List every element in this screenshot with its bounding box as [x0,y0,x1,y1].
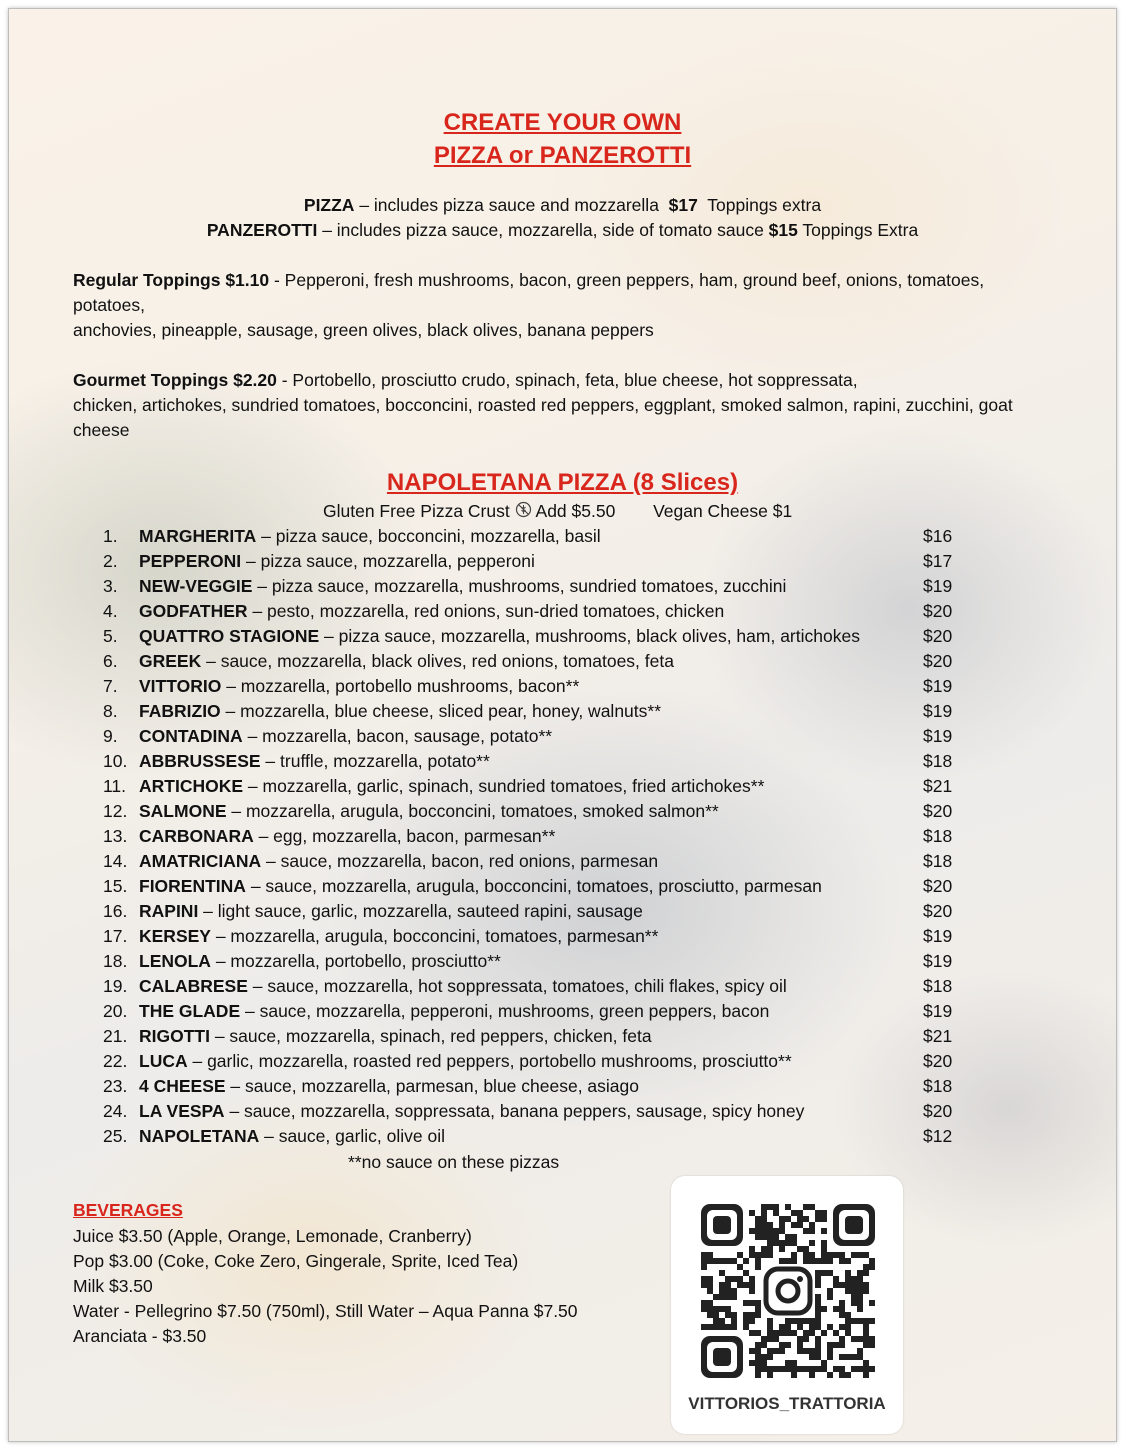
instagram-qr-card[interactable] [671,1176,903,1434]
pizza-base-desc: – includes pizza sauce and mozzarella [354,195,669,215]
pizza-description [139,924,658,949]
pizza-number: 23. [103,1076,128,1096]
pizza-price: $17 [923,551,953,571]
pizza-ingredients: – pizza sauce, mozzarella, pepperoni [241,551,535,571]
pizza-description [139,824,555,849]
pizza-name: AMATRICIANA [139,851,262,871]
pizza-ingredients: – truffle, mozzarella, potato** [260,751,490,771]
pizza-name: NEW-VEGGIE [139,576,253,596]
panzerotti-base-price: $15 [768,220,798,240]
pizza-price: $18 [923,976,953,996]
pizza-ingredients: – mozzarella, bacon, sausage, potato** [242,726,553,746]
pizza-number: 11. [103,776,127,796]
pizza-name: CONTADINA [139,726,243,746]
pizza-item [73,1124,973,1149]
pizza-name: SALMONE [139,801,227,821]
pizza-name: CARBONARA [139,826,254,846]
pizza-description [139,624,860,649]
pizza-number: 24. [103,1101,128,1121]
pizza-ingredients: – sauce, garlic, olive oil [259,1126,446,1146]
pizza-name: GODFATHER [139,601,248,621]
pizza-name: MARGHERITA [139,526,257,546]
gourmet-toppings-line3: cheese [73,420,130,440]
pizza-price: $19 [923,926,953,946]
vegan-cheese-label: Vegan Cheese $1 [653,501,793,521]
pizza-ingredients: – mozzarella, portobello, prosciutto** [210,951,501,971]
beverage-item: Milk $3.50 [73,1276,153,1296]
pizza-item [73,849,973,874]
pizza-ingredients: – pizza sauce, bocconcini, mozzarella, basil [256,526,601,546]
pizza-item [73,1049,973,1074]
gluten-free-line [323,499,792,525]
pizza-number: 22. [103,1051,128,1071]
beverage-item: Juice $3.50 (Apple, Orange, Lemonade, Cranberry) [73,1226,472,1246]
pizza-price: $19 [923,576,953,596]
beverages-list [73,1224,578,1349]
pizza-price: $20 [923,876,953,896]
menu-content [9,9,1116,1441]
pizza-name: GREEK [139,651,202,671]
pizza-price: $21 [923,776,953,796]
gluten-free-label: Gluten Free Pizza Crust [323,501,510,521]
pizza-item [73,824,973,849]
pizza-item [73,999,973,1024]
pizza-ingredients: – egg, mozzarella, bacon, parmesan** [253,826,556,846]
pizza-name: NAPOLETANA [139,1126,260,1146]
pizza-name: FABRIZIO [139,701,221,721]
pizza-name: PEPPERONI [139,551,242,571]
pizza-description [139,549,535,574]
pizza-item [73,699,973,724]
pizza-ingredients: – mozzarella, garlic, spinach, sundried tomatoes, fried artichokes** [243,776,765,796]
pizza-price: $19 [923,951,953,971]
pizza-number: 5. [103,626,118,646]
pizza-description [139,849,658,874]
qr-code[interactable] [671,1176,903,1391]
pizza-ingredients: – pizza sauce, mozzarella, mushrooms, black olives, ham, artichokes [319,626,860,646]
gluten-free-icon [515,500,532,525]
pizza-number: 16. [103,901,128,921]
pizza-list [73,524,973,1149]
pizza-name: KERSEY [139,926,211,946]
pizza-item [73,599,973,624]
pizza-number: 3. [103,576,118,596]
pizza-name: THE GLADE [139,1001,241,1021]
pizza-description [139,1124,445,1149]
pizza-number: 12. [103,801,128,821]
pizza-item [73,874,973,899]
pizza-number: 17. [103,926,128,946]
pizza-description [139,999,769,1024]
pizza-number: 19. [103,976,128,996]
pizza-description [139,1024,652,1049]
pizza-price: $20 [923,626,953,646]
pizza-item [73,674,973,699]
pizza-item [73,1074,973,1099]
pizza-description [139,699,661,724]
pizza-ingredients: – mozzarella, blue cheese, sliced pear, honey, walnuts** [220,701,662,721]
pizza-base-price: $17 [668,195,698,215]
pizza-description [139,724,552,749]
pizza-ingredients: – sauce, mozzarella, arugula, bocconcini, tomatoes, prosciutto, parmesan [245,876,822,896]
pizza-name: FIORENTINA [139,876,246,896]
pizza-item [73,574,973,599]
pizza-price: $18 [923,751,953,771]
create-own-title-line1: CREATE YOUR OWN [443,109,682,136]
pizza-item [73,649,973,674]
pizza-number: 25. [103,1126,128,1146]
pizza-name: CALABRESE [139,976,248,996]
pizza-price: $20 [923,1051,953,1071]
pizza-price: $16 [923,526,953,546]
panzerotti-base-name: PANZEROTTI [206,220,318,240]
pizza-price: $18 [923,826,953,846]
pizza-number: 15. [103,876,128,896]
pizza-description [139,674,579,699]
pizza-item [73,774,973,799]
pizza-description [139,874,822,899]
pizza-number: 9. [103,726,118,746]
pizza-price: $19 [923,676,953,696]
beverage-item: Pop $3.00 (Coke, Coke Zero, Gingerale, Sprite, Iced Tea) [73,1251,519,1271]
regular-toppings-line2: potatoes, [73,295,145,315]
pizza-price: $19 [923,1001,953,1021]
beverage-item: Aranciata - $3.50 [73,1326,207,1346]
pizza-price: $19 [923,726,953,746]
pizza-price: $20 [923,601,953,621]
pizza-ingredients: – sauce, mozzarella, bacon, red onions, parmesan [261,851,659,871]
pizza-ingredients: – light sauce, garlic, mozzarella, sauteed rapini, sausage [198,901,643,921]
pizza-number: 8. [103,701,118,721]
regular-toppings-label: Regular Toppings $1.10 [73,270,270,290]
pizza-ingredients: – mozzarella, arugula, bocconcini, tomatoes, parmesan** [210,926,659,946]
pizza-base-name: PIZZA [303,195,355,215]
regular-toppings-line1: - Pepperoni, fresh mushrooms, bacon, green peppers, ham, ground beef, onions, tomatoes, [269,270,985,290]
pizza-description [139,899,643,924]
pizza-description [139,1099,804,1124]
pizza-item [73,624,973,649]
pizza-description [139,1049,792,1074]
pizza-name: RAPINI [139,901,199,921]
napoletana-title: NAPOLETANA PIZZA (8 Slices) [386,469,739,496]
pizza-description [139,974,787,999]
pizza-number: 14. [103,851,128,871]
pizza-number: 10. [103,751,128,771]
pizza-item [73,524,973,549]
pizza-number: 7. [103,676,118,696]
pizza-item [73,1024,973,1049]
pizza-name: RIGOTTI [139,1026,210,1046]
pizza-ingredients: – sauce, mozzarella, pepperoni, mushrooms, green peppers, bacon [240,1001,770,1021]
pizza-item [73,799,973,824]
regular-toppings-line3: anchovies, pineapple, sausage, green olives, black olives, banana peppers [73,320,654,340]
pizza-price: $12 [923,1126,953,1146]
pizza-description [139,949,501,974]
pizza-number: 4. [103,601,118,621]
pizza-item [73,724,973,749]
pizza-name: LUCA [139,1051,188,1071]
pizza-name: ABBRUSSESE [139,751,261,771]
panzerotti-base-desc: – includes pizza sauce, mozzarella, side of tomato sauce [317,220,769,240]
pizza-number: 1. [103,526,118,546]
beverages-title: BEVERAGES [73,1200,183,1220]
pizza-price: $18 [923,1076,953,1096]
pizza-name: LA VESPA [139,1101,225,1121]
gourmet-toppings [73,368,1053,443]
pizza-ingredients: – mozzarella, arugula, bocconcini, tomatoes, smoked salmon** [226,801,719,821]
pizza-item [73,949,973,974]
gourmet-toppings-line2: chicken, artichokes, sundried tomatoes, bocconcini, roasted red peppers, eggplant, smoked salmon, rapini, zucchini, goat [73,395,1013,415]
pizza-number: 2. [103,551,118,571]
pizza-price: $20 [923,901,953,921]
pizza-name: LENOLA [139,951,211,971]
pizza-base-note: Toppings extra [697,195,822,215]
pizza-name: VITTORIO [139,676,222,696]
pizza-description [139,649,674,674]
gourmet-toppings-label: Gourmet Toppings $2.20 [73,370,277,390]
pizza-ingredients: – sauce, mozzarella, hot soppressata, tomatoes, chili flakes, spicy oil [247,976,787,996]
pizza-item [73,974,973,999]
pizza-ingredients: – sauce, mozzarella, parmesan, blue cheese, asiago [225,1076,639,1096]
pizza-price: $20 [923,651,953,671]
gluten-free-price: Add $5.50 [535,501,616,521]
pizza-price: $20 [923,1101,953,1121]
create-own-title-line2: PIZZA or PANZEROTTI [433,142,692,169]
pizza-ingredients: – garlic, mozzarella, roasted red peppers, portobello mushrooms, prosciutto** [187,1051,792,1071]
pizza-item [73,549,973,574]
pizza-description [139,799,719,824]
menu-page [8,8,1117,1442]
pizza-ingredients: – mozzarella, portobello mushrooms, bacon** [221,676,580,696]
pizza-description [139,599,724,624]
pizza-number: 21. [103,1026,128,1046]
pizza-item [73,1099,973,1124]
pizza-number: 20. [103,1001,128,1021]
pizza-price: $19 [923,701,953,721]
pizza-ingredients: – pizza sauce, mozzarella, mushrooms, sundried tomatoes, zucchini [252,576,787,596]
pizza-name: QUATTRO STAGIONE [139,626,320,646]
no-sauce-footnote: **no sauce on these pizzas [348,1152,560,1172]
panzerotti-base-note: Toppings Extra [797,220,919,240]
pizza-price: $18 [923,851,953,871]
pizza-description [139,574,786,599]
pizza-item [73,924,973,949]
pizza-price: $21 [923,1026,953,1046]
pizza-ingredients: – sauce, mozzarella, soppressata, banana peppers, sausage, spicy honey [224,1101,805,1121]
pizza-number: 6. [103,651,118,671]
pizza-item [73,899,973,924]
gourmet-toppings-line1: - Portobello, prosciutto crudo, spinach, feta, blue cheese, hot soppressata, [276,370,858,390]
pizza-item [73,749,973,774]
pizza-name: ARTICHOKE [139,776,244,796]
pizza-number: 13. [103,826,128,846]
beverage-item: Water - Pellegrino $7.50 (750ml), Still Water – Aqua Panna $7.50 [73,1301,578,1321]
pizza-price: $20 [923,801,953,821]
pizza-number: 18. [103,951,128,971]
panzerotti-base-line [9,218,1116,243]
pizza-description [139,1074,639,1099]
instagram-handle: VITTORIOS_TRATTORIA [688,1394,886,1413]
pizza-ingredients: – sauce, mozzarella, black olives, red onions, tomatoes, feta [201,651,674,671]
pizza-description [139,774,764,799]
regular-toppings [73,268,1053,343]
pizza-description [139,749,490,774]
pizza-name: 4 CHEESE [139,1076,226,1096]
pizza-base-line [9,193,1116,218]
pizza-ingredients: – pesto, mozzarella, red onions, sun-dried tomatoes, chicken [247,601,725,621]
pizza-ingredients: – sauce, mozzarella, spinach, red peppers, chicken, feta [209,1026,652,1046]
pizza-description [139,524,601,549]
